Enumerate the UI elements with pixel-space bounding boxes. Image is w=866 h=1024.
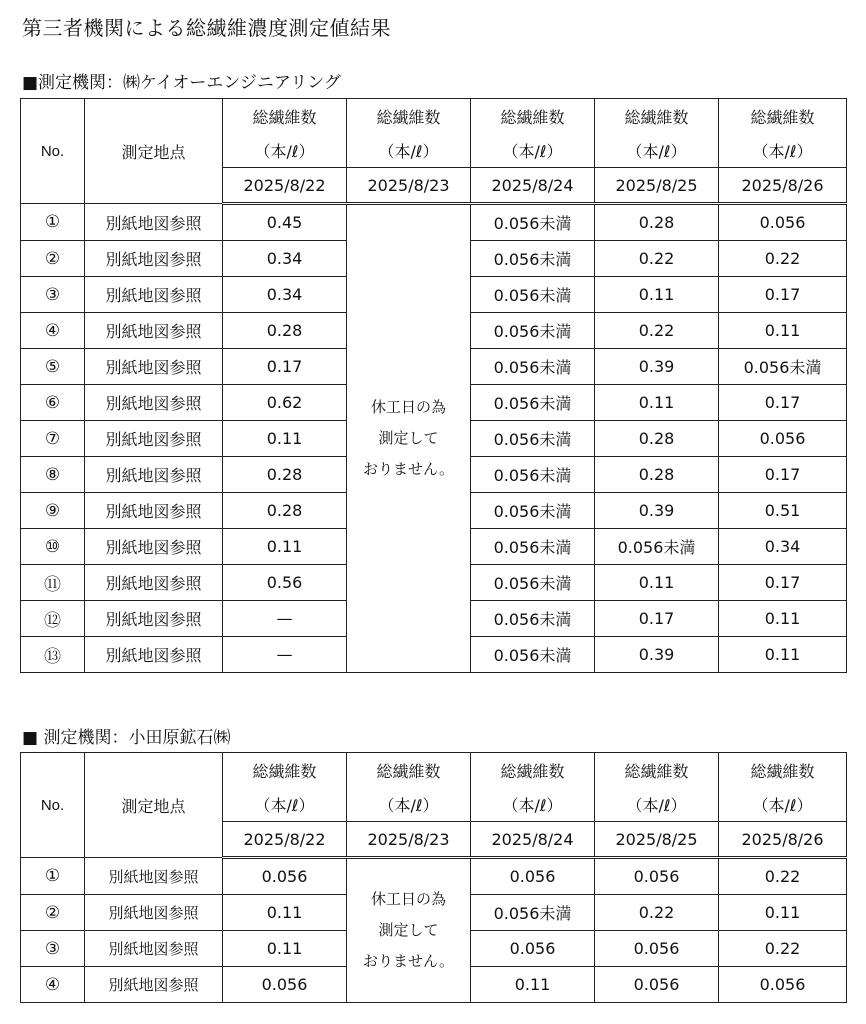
table-row <box>21 204 847 241</box>
section-heading-odawara: ■ 測定機関：小田原鉱石㈱ <box>22 728 231 748</box>
value-2025-08-24: 0.056未満 <box>471 349 595 385</box>
column-header-unit: （本/ℓ） <box>347 133 471 168</box>
value-2025-08-25: 0.11 <box>595 385 719 421</box>
value-2025-08-26: 0.056未満 <box>719 349 847 385</box>
value-2025-08-26: 0.17 <box>719 457 847 493</box>
column-header-fiber: 総繊維数 <box>719 753 847 788</box>
value-2025-08-25: 0.056 <box>595 858 719 895</box>
value-2025-08-26: 0.22 <box>719 241 847 277</box>
page-title: 第三者機関による総繊維濃度測定値結果 <box>22 16 391 40</box>
column-header-date: 2025/8/23 <box>347 168 471 204</box>
row-number: ④ <box>21 313 85 349</box>
closed-day-note <box>347 858 471 1003</box>
value-2025-08-22: 0.11 <box>223 421 347 457</box>
value-2025-08-24: 0.056 <box>471 858 595 895</box>
value-2025-08-25: 0.28 <box>595 204 719 241</box>
row-location: 別紙地図参照 <box>85 277 223 313</box>
closed-day-note-line: 休工日の為 <box>370 398 446 416</box>
value-2025-08-26: 0.11 <box>719 637 847 673</box>
value-2025-08-24: 0.056未満 <box>471 637 595 673</box>
value-2025-08-25: 0.22 <box>595 241 719 277</box>
value-2025-08-24: 0.056未満 <box>471 313 595 349</box>
value-2025-08-25: 0.28 <box>595 457 719 493</box>
value-2025-08-22: — <box>223 637 347 673</box>
value-2025-08-22: 0.11 <box>223 895 347 931</box>
column-header-location: 測定地点 <box>85 753 223 858</box>
column-header-location: 測定地点 <box>85 99 223 204</box>
row-number: ⑩ <box>21 529 85 565</box>
column-header-unit: （本/ℓ） <box>471 133 595 168</box>
value-2025-08-25: 0.056 <box>595 931 719 967</box>
value-2025-08-26: 0.17 <box>719 565 847 601</box>
value-2025-08-24: 0.056未満 <box>471 385 595 421</box>
column-header-fiber: 総繊維数 <box>223 99 347 134</box>
value-2025-08-26: 0.22 <box>719 931 847 967</box>
value-2025-08-25: 0.11 <box>595 565 719 601</box>
column-header-unit: （本/ℓ） <box>595 787 719 822</box>
value-2025-08-24: 0.056未満 <box>471 565 595 601</box>
value-2025-08-22: 0.28 <box>223 457 347 493</box>
row-number: ③ <box>21 931 85 967</box>
column-header-fiber: 総繊維数 <box>223 753 347 788</box>
value-2025-08-24: 0.056未満 <box>471 204 595 241</box>
column-header-no: No. <box>21 753 85 858</box>
column-header-unit: （本/ℓ） <box>719 787 847 822</box>
value-2025-08-26: 0.11 <box>719 895 847 931</box>
value-2025-08-24: 0.056未満 <box>471 895 595 931</box>
column-header-fiber: 総繊維数 <box>347 753 471 788</box>
row-number: ② <box>21 241 85 277</box>
column-header-date: 2025/8/24 <box>471 822 595 858</box>
row-location: 別紙地図参照 <box>85 637 223 673</box>
row-number: ⑤ <box>21 349 85 385</box>
column-header-unit: （本/ℓ） <box>471 787 595 822</box>
value-2025-08-22: — <box>223 601 347 637</box>
row-location: 別紙地図参照 <box>85 457 223 493</box>
value-2025-08-22: 0.45 <box>223 204 347 241</box>
value-2025-08-26: 0.22 <box>719 858 847 895</box>
value-2025-08-25: 0.39 <box>595 349 719 385</box>
row-number: ③ <box>21 277 85 313</box>
closed-day-note-line: おりません。 <box>363 460 454 478</box>
row-location: 別紙地図参照 <box>85 421 223 457</box>
value-2025-08-26: 0.11 <box>719 313 847 349</box>
column-header-unit: （本/ℓ） <box>347 787 471 822</box>
column-header-unit: （本/ℓ） <box>223 787 347 822</box>
column-header-unit: （本/ℓ） <box>595 133 719 168</box>
row-number: ⑬ <box>21 637 85 673</box>
value-2025-08-25: 0.11 <box>595 277 719 313</box>
closed-day-note-line: 測定して <box>378 921 439 939</box>
column-header-fiber: 総繊維数 <box>347 99 471 134</box>
row-number: ⑨ <box>21 493 85 529</box>
row-location: 別紙地図参照 <box>85 565 223 601</box>
value-2025-08-22: 0.28 <box>223 313 347 349</box>
value-2025-08-22: 0.62 <box>223 385 347 421</box>
column-header-date: 2025/8/22 <box>223 168 347 204</box>
value-2025-08-26: 0.17 <box>719 277 847 313</box>
value-2025-08-26: 0.11 <box>719 601 847 637</box>
measurement-table-keio <box>20 98 847 673</box>
value-2025-08-24: 0.11 <box>471 967 595 1003</box>
value-2025-08-26: 0.056 <box>719 204 847 241</box>
value-2025-08-25: 0.39 <box>595 493 719 529</box>
column-header-date: 2025/8/26 <box>719 168 847 204</box>
row-number: ⑦ <box>21 421 85 457</box>
value-2025-08-24: 0.056未満 <box>471 529 595 565</box>
column-header-fiber: 総繊維数 <box>471 99 595 134</box>
row-number: ⑫ <box>21 601 85 637</box>
value-2025-08-25: 0.22 <box>595 313 719 349</box>
value-2025-08-24: 0.056未満 <box>471 241 595 277</box>
value-2025-08-22: 0.11 <box>223 931 347 967</box>
column-header-date: 2025/8/24 <box>471 168 595 204</box>
row-number: ① <box>21 204 85 241</box>
value-2025-08-22: 0.34 <box>223 241 347 277</box>
column-header-unit: （本/ℓ） <box>223 133 347 168</box>
row-location: 別紙地図参照 <box>85 204 223 241</box>
value-2025-08-22: 0.056 <box>223 967 347 1003</box>
closed-day-note-line: 休工日の為 <box>370 890 446 908</box>
closed-day-note-line: おりません。 <box>363 952 454 970</box>
row-location: 別紙地図参照 <box>85 858 223 895</box>
closed-day-note-line: 測定して <box>378 429 439 447</box>
value-2025-08-22: 0.17 <box>223 349 347 385</box>
value-2025-08-26: 0.17 <box>719 385 847 421</box>
table-row <box>21 858 847 895</box>
value-2025-08-26: 0.056 <box>719 967 847 1003</box>
row-location: 別紙地図参照 <box>85 529 223 565</box>
column-header-fiber: 総繊維数 <box>471 753 595 788</box>
value-2025-08-25: 0.39 <box>595 637 719 673</box>
value-2025-08-22: 0.28 <box>223 493 347 529</box>
value-2025-08-25: 0.17 <box>595 601 719 637</box>
value-2025-08-22: 0.056 <box>223 858 347 895</box>
row-number: ① <box>21 858 85 895</box>
row-number: ⑪ <box>21 565 85 601</box>
row-number: ④ <box>21 967 85 1003</box>
value-2025-08-24: 0.056未満 <box>471 493 595 529</box>
row-location: 別紙地図参照 <box>85 349 223 385</box>
value-2025-08-24: 0.056未満 <box>471 277 595 313</box>
row-location: 別紙地図参照 <box>85 895 223 931</box>
value-2025-08-26: 0.34 <box>719 529 847 565</box>
row-location: 別紙地図参照 <box>85 967 223 1003</box>
row-location: 別紙地図参照 <box>85 601 223 637</box>
value-2025-08-24: 0.056 <box>471 931 595 967</box>
closed-day-note <box>347 204 471 673</box>
column-header-fiber: 総繊維数 <box>595 99 719 134</box>
row-location: 別紙地図参照 <box>85 931 223 967</box>
row-location: 別紙地図参照 <box>85 385 223 421</box>
value-2025-08-25: 0.22 <box>595 895 719 931</box>
row-number: ⑧ <box>21 457 85 493</box>
column-header-date: 2025/8/22 <box>223 822 347 858</box>
column-header-date: 2025/8/26 <box>719 822 847 858</box>
column-header-date: 2025/8/25 <box>595 168 719 204</box>
value-2025-08-24: 0.056未満 <box>471 421 595 457</box>
row-number: ② <box>21 895 85 931</box>
column-header-unit: （本/ℓ） <box>719 133 847 168</box>
measurement-table-odawara <box>20 752 847 1003</box>
value-2025-08-22: 0.11 <box>223 529 347 565</box>
value-2025-08-24: 0.056未満 <box>471 601 595 637</box>
row-location: 別紙地図参照 <box>85 313 223 349</box>
column-header-fiber: 総繊維数 <box>719 99 847 134</box>
section-heading-keio: ■測定機関：㈱ケイオーエンジニアリング <box>22 73 341 93</box>
value-2025-08-25: 0.056 <box>595 967 719 1003</box>
column-header-date: 2025/8/23 <box>347 822 471 858</box>
column-header-fiber: 総繊維数 <box>595 753 719 788</box>
row-number: ⑥ <box>21 385 85 421</box>
value-2025-08-26: 0.51 <box>719 493 847 529</box>
value-2025-08-24: 0.056未満 <box>471 457 595 493</box>
column-header-date: 2025/8/25 <box>595 822 719 858</box>
row-location: 別紙地図参照 <box>85 241 223 277</box>
row-location: 別紙地図参照 <box>85 493 223 529</box>
value-2025-08-22: 0.56 <box>223 565 347 601</box>
value-2025-08-25: 0.056未満 <box>595 529 719 565</box>
value-2025-08-25: 0.28 <box>595 421 719 457</box>
value-2025-08-22: 0.34 <box>223 277 347 313</box>
value-2025-08-26: 0.056 <box>719 421 847 457</box>
column-header-no: No. <box>21 99 85 204</box>
